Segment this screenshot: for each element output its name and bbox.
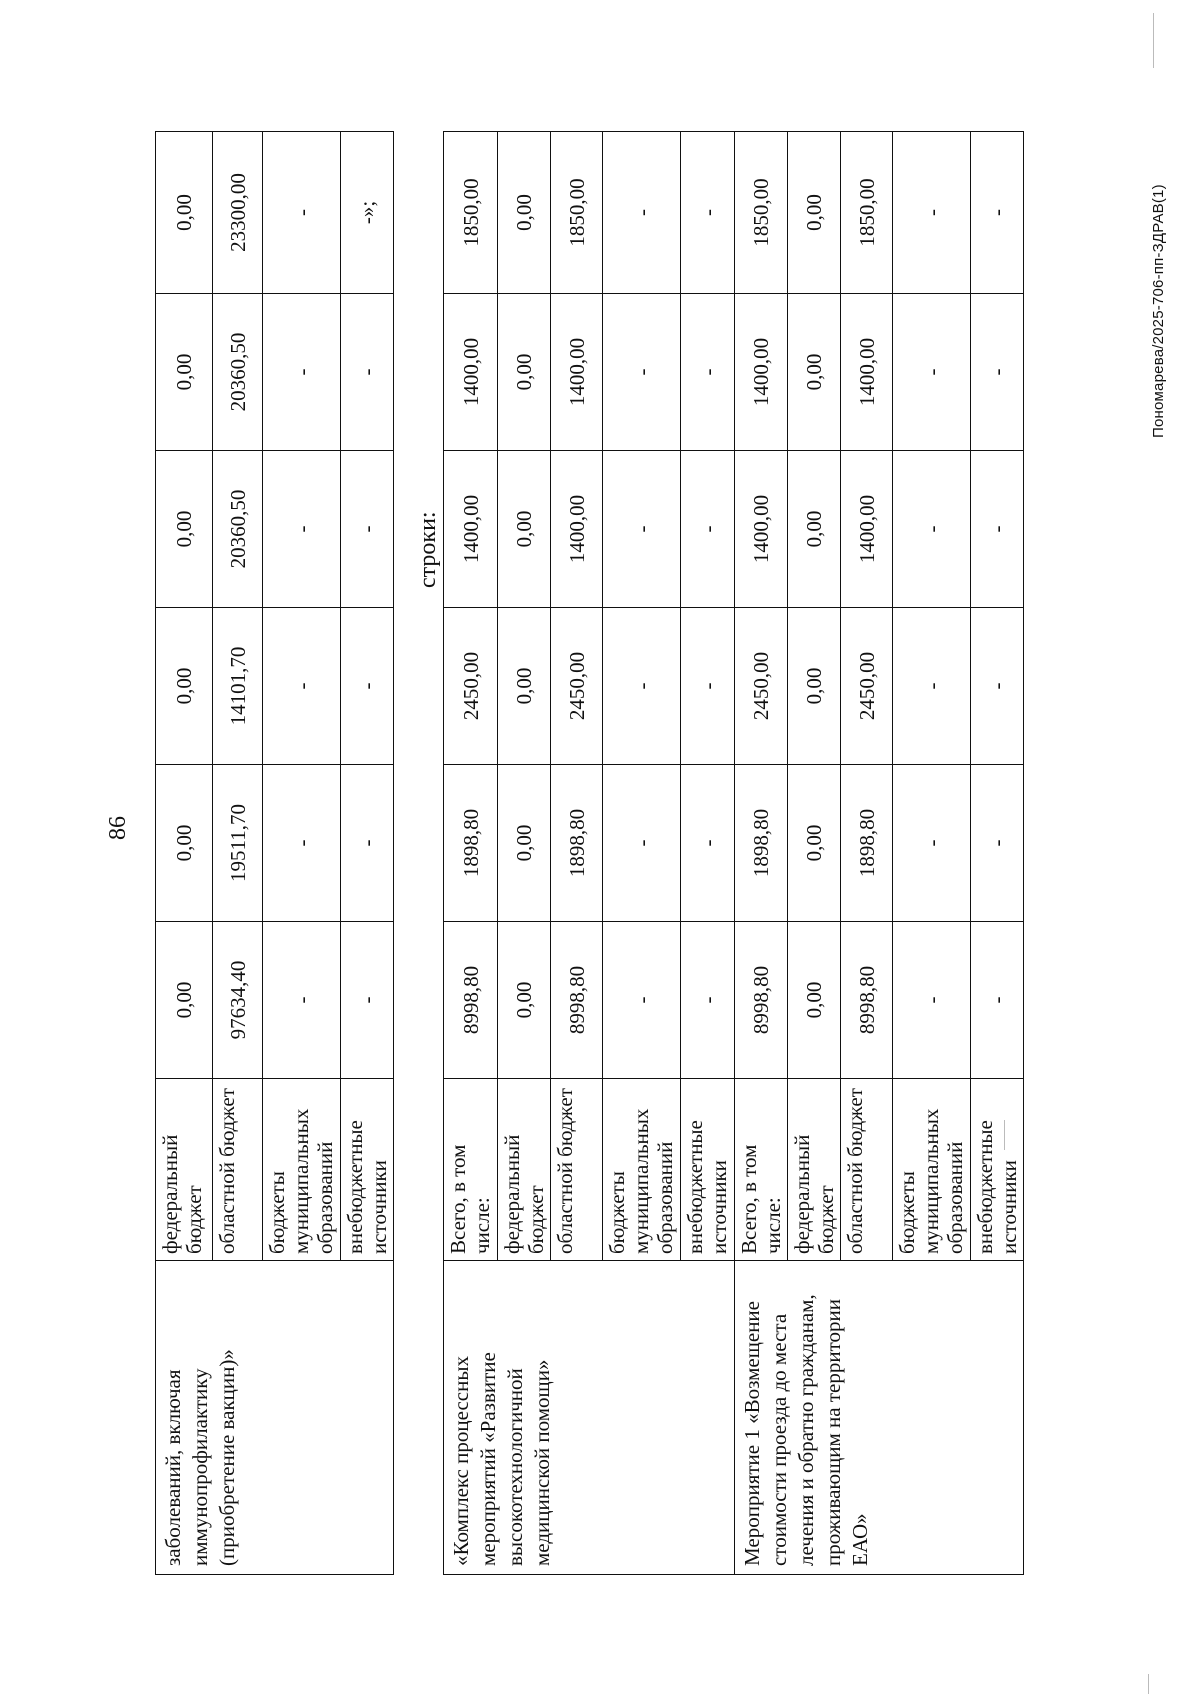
funding-source: федеральный бюджет [788, 1079, 841, 1261]
funding-source: Всего, в том числе: [444, 1079, 498, 1261]
value-cell: 1898,80 [551, 765, 603, 922]
value-cell: - [341, 608, 394, 765]
value-cell: 19511,70 [213, 765, 263, 922]
value-cell: 8998,80 [551, 922, 603, 1079]
value-cell: - [971, 608, 1024, 765]
value-cell: 0,00 [156, 765, 213, 922]
value-cell: - [893, 765, 971, 922]
value-cell: 1898,80 [444, 765, 498, 922]
value-cell: - [263, 132, 341, 294]
value-cell: 0,00 [498, 608, 551, 765]
scan-mark [1148, 1674, 1149, 1694]
value-cell: 1400,00 [444, 451, 498, 608]
table-row [156, 132, 213, 1575]
funding-source: внебюджетные источники [341, 1079, 394, 1261]
value-cell: 0,00 [156, 294, 213, 451]
value-cell: - [681, 132, 735, 294]
scan-mark [1004, 1120, 1005, 1150]
value-cell: 0,00 [498, 294, 551, 451]
value-cell: 20360,50 [213, 294, 263, 451]
value-cell: 8998,80 [735, 922, 788, 1079]
funding-table-bottom [443, 131, 1024, 1575]
value-cell: 1850,00 [444, 132, 498, 294]
program-description: «Комплекс процессных мероприятий «Развитие высокотехнологичной медицинской помощи» [444, 1261, 735, 1575]
value-cell: 1898,80 [841, 765, 893, 922]
value-cell: 1400,00 [841, 294, 893, 451]
value-cell: - [681, 922, 735, 1079]
value-cell: 1400,00 [444, 294, 498, 451]
value-cell: 0,00 [498, 451, 551, 608]
value-cell: 0,00 [156, 132, 213, 294]
value-cell: 0,00 [498, 132, 551, 294]
value-cell: 23300,00 [213, 132, 263, 294]
value-cell: - [893, 294, 971, 451]
value-cell: - [893, 608, 971, 765]
funding-source: федеральный бюджет [498, 1079, 551, 1261]
value-cell: - [263, 765, 341, 922]
value-cell: - [971, 294, 1024, 451]
value-cell: - [603, 922, 681, 1079]
value-cell: 2450,00 [841, 608, 893, 765]
value-cell: 2450,00 [551, 608, 603, 765]
value-cell: 1400,00 [841, 451, 893, 608]
value-cell: 2450,00 [735, 608, 788, 765]
value-cell: - [971, 451, 1024, 608]
value-cell: - [893, 922, 971, 1079]
table-row [444, 132, 498, 1575]
value-cell: 8998,80 [841, 922, 893, 1079]
section-label: строки: [415, 511, 441, 588]
value-cell: 0,00 [788, 765, 841, 922]
value-cell: 0,00 [788, 132, 841, 294]
value-cell: - [341, 294, 394, 451]
page-number: 86 [105, 816, 131, 840]
value-cell: - [971, 922, 1024, 1079]
value-cell: - [263, 608, 341, 765]
value-cell: - [681, 765, 735, 922]
value-cell: - [603, 451, 681, 608]
funding-source: областной бюджет [213, 1079, 263, 1261]
value-cell: - [971, 132, 1024, 294]
value-cell: - [681, 451, 735, 608]
table-row [735, 132, 788, 1575]
funding-source: бюджеты муниципальных образований [893, 1079, 971, 1261]
value-cell: 0,00 [498, 922, 551, 1079]
value-cell: 2450,00 [444, 608, 498, 765]
funding-source: Всего, в том числе: [735, 1079, 788, 1261]
funding-source: внебюджетные источники [681, 1079, 735, 1261]
value-cell: 0,00 [156, 922, 213, 1079]
value-cell: 1898,80 [735, 765, 788, 922]
value-cell: 0,00 [156, 608, 213, 765]
value-cell: - [341, 451, 394, 608]
value-cell: 1850,00 [735, 132, 788, 294]
value-cell: 0,00 [156, 451, 213, 608]
funding-source: бюджеты муниципальных образований [603, 1079, 681, 1261]
value-cell: - [263, 922, 341, 1079]
value-cell: - [603, 765, 681, 922]
value-cell: 8998,80 [444, 922, 498, 1079]
value-cell: 1850,00 [551, 132, 603, 294]
value-cell: - [971, 765, 1024, 922]
program-description: заболеваний, включая иммунопрофилактику (приобретение вакцин)» [156, 1261, 394, 1575]
value-cell: 0,00 [788, 922, 841, 1079]
value-cell: - [603, 294, 681, 451]
program-description: Мероприятие 1 «Возмещение стоимости проезда до места лечения и обратно гражданам, проживающим на территории ЕАО» [735, 1261, 1024, 1575]
value-cell: - [603, 132, 681, 294]
value-cell: 1400,00 [551, 451, 603, 608]
funding-source: областной бюджет [841, 1079, 893, 1261]
document-footer: Пономарева/2025-706-пп-ЗДРАВ(1) [1150, 184, 1167, 438]
value-cell: 0,00 [788, 608, 841, 765]
value-cell: - [681, 608, 735, 765]
scan-mark [1153, 13, 1154, 68]
value-cell: -»; [341, 132, 394, 294]
funding-source: бюджеты муниципальных образований [263, 1079, 341, 1261]
value-cell: - [263, 451, 341, 608]
value-cell: 14101,70 [213, 608, 263, 765]
value-cell: - [603, 608, 681, 765]
value-cell: 1400,00 [735, 451, 788, 608]
value-cell: 1400,00 [735, 294, 788, 451]
funding-source: внебюджетные источники [971, 1079, 1024, 1261]
value-cell: - [681, 294, 735, 451]
value-cell: 1400,00 [551, 294, 603, 451]
value-cell: 1850,00 [841, 132, 893, 294]
value-cell: - [893, 451, 971, 608]
value-cell: - [341, 922, 394, 1079]
value-cell: 0,00 [498, 765, 551, 922]
funding-source: федеральный бюджет [156, 1079, 213, 1261]
value-cell: - [341, 765, 394, 922]
value-cell: 0,00 [788, 451, 841, 608]
value-cell: 97634,40 [213, 922, 263, 1079]
funding-source: областной бюджет [551, 1079, 603, 1261]
value-cell: 20360,50 [213, 451, 263, 608]
funding-table-top [155, 131, 394, 1575]
value-cell: - [263, 294, 341, 451]
value-cell: - [893, 132, 971, 294]
value-cell: 0,00 [788, 294, 841, 451]
